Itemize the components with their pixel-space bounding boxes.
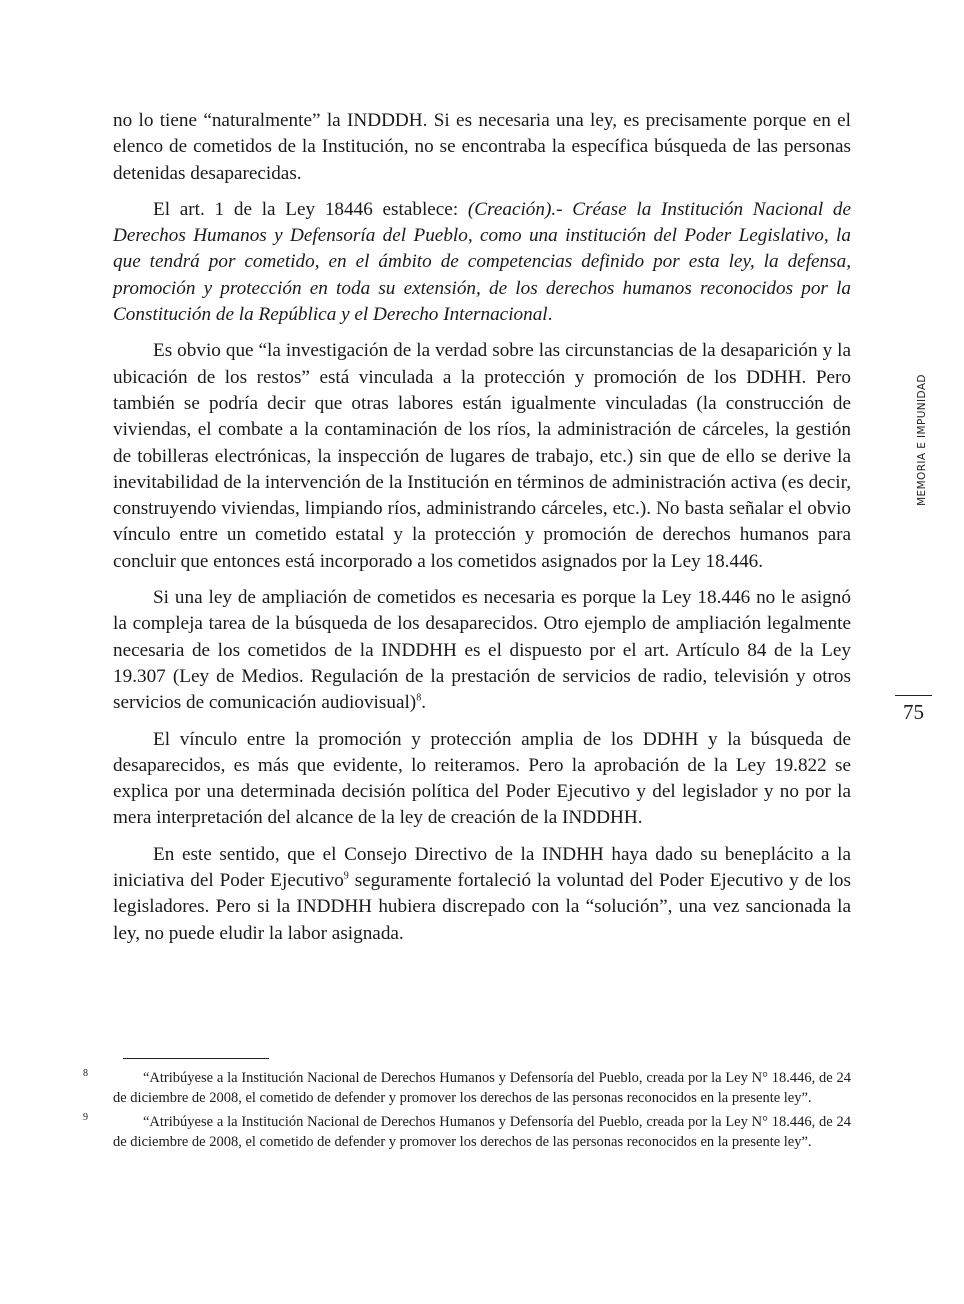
- paragraph-2: [113, 197, 851, 328]
- paragraph-6-text: En este sentido, que el Consejo Directivo de la INDHH haya dado su beneplácito a la iniciativa del Poder Ejecutivo: [113, 843, 851, 892]
- body-text: [113, 108, 851, 957]
- footnote-separator: [123, 1058, 269, 1059]
- paragraph-4-tail: .: [421, 692, 426, 714]
- paragraph-6-tail: seguramente fortaleció la voluntad del Poder Ejecutivo y de los legisladores. Pero si la INDDHH hubiera discrepado con la “solución”, una vez sancionada la ley, no puede eludir la labor asignada.: [113, 870, 851, 944]
- footnote-ref-9[interactable]: 9: [343, 870, 349, 882]
- page-number-rule: [895, 695, 932, 696]
- paragraph-1: no lo tiene “naturalmente” la INDDDH. Si es necesaria una ley, es precisamente porque en el elenco de cometidos de la Institución, no se encontraba la específica búsqueda de las personas detenidas desaparecidas.: [113, 110, 851, 184]
- footnote-8: [83, 1068, 851, 1109]
- footnote-number: 8: [83, 1068, 88, 1079]
- footnote-9: [83, 1111, 851, 1153]
- paragraph-6: [113, 842, 851, 947]
- running-header: [914, 370, 930, 510]
- paragraph-2-tail: .: [547, 304, 553, 326]
- paragraph-3: Es obvio que “la investigación de la verdad sobre las circunstancias de la desaparición y la ubicación de los restos” está vinculada a la protección y promoción de los DDHH. Pero también se podría decir que otras labores están igualmente vinculadas (la construcción de viviendas, el combate a la contaminación de los ríos, la administración de cárceles, la gestión de tobilleras electrónicas, la inspección de lugares de trabajo, etc.) sin que de ello se derive la inevitabilidad de la intervención de la Institución en términos de administración activa (es decir, construyendo viviendas, limpiando ríos, administrando cárceles, etc.). No basta señalar el obvio vínculo entre un cometido estatal y la protección y promoción de derechos humanos para concluir que entonces está incorporado a los cometidos asignados por la Ley 18.446.: [113, 340, 851, 572]
- law-quote: (Creación).- Créase la Institución Nacional de Derechos Humanos y Defensoría del Pueblo, como una institución del Poder Legislativo, la que tendrá por cometido, en el ámbito de competencias definido por esta ley, la defensa, promoción y protección en toda su extensión, de los derechos humanos reconocidos por la Constitución de la República y el Derecho Internacional: [113, 198, 851, 326]
- paragraph-4: [113, 585, 851, 716]
- paragraph-5: El vínculo entre la promoción y protección amplia de los DDHH y la búsqueda de desaparecidos, es más que evidente, lo reiteramos. Pero la aprobación de la Ley 19.822 se explica por una determinada decisión política del Poder Ejecutivo y del legislador y no por la mera interpretación del alcance de la ley de creación de la INDDHH.: [113, 728, 851, 829]
- footnote-text: “Atribúyese a la Institución Nacional de Derechos Humanos y Defensoría del Pueblo, creada por la Ley N° 18.446, de 24 de diciembre de 2008, el cometido de defender y promover los derechos de las personas reconocidos en la presente ley”.: [113, 1070, 851, 1107]
- paragraph-4-text: Si una ley de ampliación de cometidos es necesaria es porque la Ley 18.446 no le asignó la compleja tarea de la búsqueda de los desaparecidos. Otro ejemplo de ampliación legalmente necesaria de los cometidos de la INDDHH es el dispuesto por el art. Artículo 84 de la Ley 19.307 (Ley de Medios. Regulación de la prestación de servicios de radio, televisión y otros servicios de comunicación audiovisual): [113, 587, 851, 714]
- paragraph-2-lead: El art. 1 de la Ley 18446 establece:: [153, 198, 468, 220]
- footnote-text: “Atribúyese a la Institución Nacional de Derechos Humanos y Defensoría del Pueblo, creada por la Ley N° 18.446, de 24 de diciembre de 2008, el cometido de defender y promover los derechos de las personas reconocidos en la presente ley”.: [113, 1113, 851, 1150]
- page-number: 75: [903, 700, 924, 724]
- running-header-text: MEMORIA E IMPUNIDAD: [916, 374, 928, 506]
- footnotes: [83, 1068, 851, 1155]
- footnote-ref-8[interactable]: 8: [416, 692, 422, 704]
- footnote-number: 9: [83, 1111, 88, 1123]
